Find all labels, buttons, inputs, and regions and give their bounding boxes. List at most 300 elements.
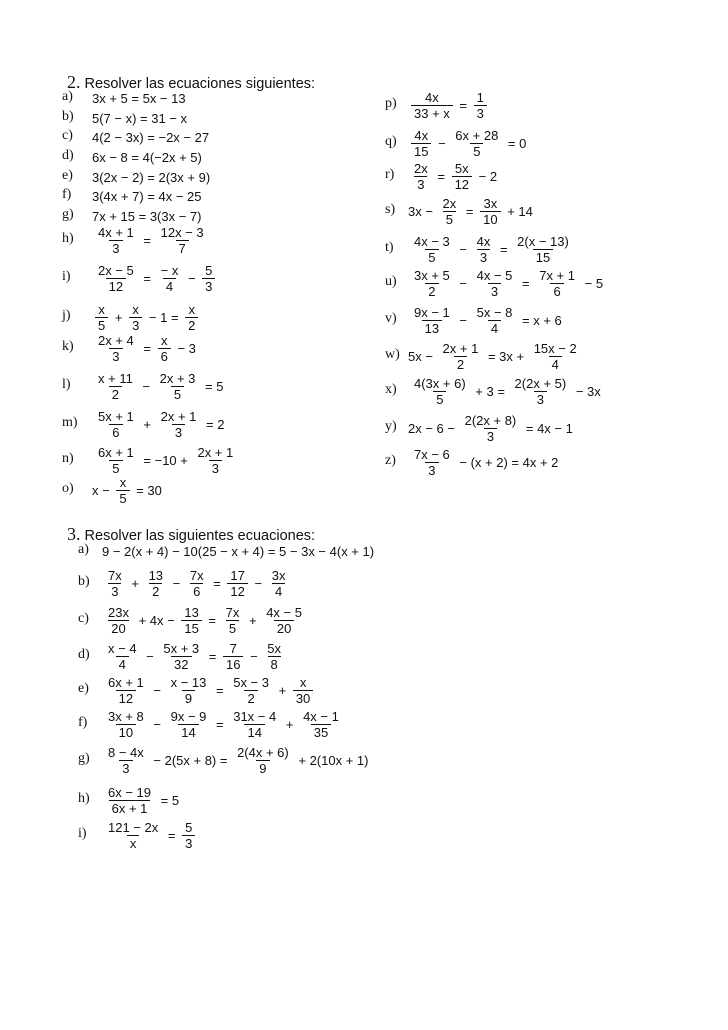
expression-text: = 4x − 1 — [522, 420, 573, 436]
fraction-numerator: 121 − 2x — [108, 819, 159, 835]
fraction-denominator: 3 — [109, 348, 122, 364]
fraction-denominator: 16 — [223, 656, 243, 672]
exercise-label: h) — [62, 231, 74, 246]
exercise-expression — [102, 785, 179, 816]
fraction-numerator: x — [132, 301, 139, 317]
fraction-numerator: 2x + 1 — [442, 340, 479, 356]
exercise-expression — [92, 409, 224, 440]
fraction — [223, 605, 243, 636]
exercise-label: u) — [385, 274, 397, 289]
expression-text: − — [455, 241, 471, 257]
exercise-expression — [102, 544, 374, 559]
fraction-numerator: 13 — [184, 604, 199, 620]
fraction — [95, 302, 108, 333]
fraction-denominator: 5 — [171, 386, 184, 402]
fraction-denominator: 6 — [109, 424, 122, 440]
fraction — [202, 263, 215, 294]
fraction-numerator: 5x — [267, 640, 282, 656]
section-title: Resolver las siguientes ecuaciones: — [84, 528, 316, 544]
fraction — [160, 641, 202, 672]
fraction-numerator: 4x — [425, 89, 439, 105]
fraction — [223, 641, 243, 672]
exercise-label: f) — [78, 715, 88, 730]
exercise-label: j) — [62, 308, 71, 323]
exercise-label: w) — [385, 347, 400, 362]
expression-text: 9 − 2(x + 4) − 10(25 − x + 4) = 5 − 3x − 4(x + 1) — [102, 543, 375, 559]
expression-text: = x + 6 — [518, 312, 562, 328]
expression-text: − 3 — [173, 340, 196, 356]
fraction — [105, 709, 147, 740]
fraction-numerator: 5 — [185, 819, 193, 835]
fraction-denominator: 3 — [534, 391, 547, 407]
fraction — [185, 302, 198, 333]
exercise-expression — [92, 111, 187, 126]
exercise-expression — [92, 170, 210, 185]
fraction-numerator: 8 − 4x — [108, 744, 144, 760]
expression-text: = — [204, 612, 220, 628]
fraction — [158, 225, 207, 256]
exercise-expression — [92, 189, 201, 204]
exercise-expression — [408, 341, 583, 372]
exercise-expression — [408, 161, 497, 192]
expression-text: = — [496, 241, 512, 257]
fraction-denominator: 30 — [293, 690, 313, 706]
fraction-numerator: x − 13 — [170, 674, 207, 690]
expression-text: + — [127, 575, 143, 591]
expression-text: 3(2x − 2) = 2(3x + 9) — [92, 169, 211, 185]
expression-text: + — [282, 716, 298, 732]
exercise-label: r) — [385, 167, 395, 182]
fraction — [105, 641, 140, 672]
fraction-denominator: 2 — [185, 317, 198, 333]
fraction-numerator: 4x − 1 — [303, 708, 339, 724]
exercise-expression — [408, 447, 558, 478]
exercise-expression — [92, 150, 202, 165]
fraction-denominator: 12 — [106, 278, 126, 294]
fraction-denominator: 3 — [488, 283, 501, 299]
fraction-numerator: 2x — [414, 160, 428, 176]
fraction — [168, 709, 210, 740]
fraction-numerator: 2x + 4 — [98, 332, 134, 348]
expression-text: − — [455, 312, 471, 328]
exercise-label: k) — [62, 339, 74, 354]
fraction — [194, 445, 236, 476]
fraction-numerator: 3x — [271, 567, 286, 583]
exercise-expression — [102, 641, 287, 672]
expression-text: = 3x + — [484, 348, 528, 364]
fraction — [293, 675, 313, 706]
fraction-numerator: 6x + 1 — [108, 674, 144, 690]
expression-text: − — [184, 270, 200, 286]
expression-text: + 3 = — [471, 383, 509, 399]
fraction — [95, 225, 137, 256]
fraction-denominator: 12 — [452, 176, 472, 192]
fraction-numerator: 6x + 28 — [455, 127, 499, 143]
exercise-label: z) — [385, 453, 396, 468]
fraction-numerator: 4x − 5 — [476, 267, 513, 283]
fraction-numerator: x — [98, 301, 105, 317]
fraction-numerator: x — [299, 674, 307, 690]
fraction-denominator: 12 — [116, 690, 136, 706]
fraction-numerator: 5 — [205, 262, 213, 278]
expression-text: 4(2 − 3x) = −2x − 27 — [92, 129, 210, 145]
expression-text: = 2 — [202, 416, 225, 432]
expression-text: + — [139, 416, 155, 432]
fraction-denominator: 6x + 1 — [109, 800, 151, 816]
exercise-expression — [102, 745, 368, 776]
fraction — [146, 568, 166, 599]
fraction-numerator: 17 — [230, 567, 245, 583]
exercise-expression — [102, 605, 308, 636]
exercise-label: y) — [385, 419, 397, 434]
fraction-numerator: − x — [160, 262, 179, 278]
expression-text: = — [518, 275, 534, 291]
fraction — [105, 568, 125, 599]
exercise-expression — [102, 675, 316, 706]
exercise-expression — [92, 333, 196, 364]
fraction-denominator: 3 — [129, 317, 142, 333]
fraction-denominator: 15 — [181, 620, 201, 636]
fraction-denominator: 5 — [109, 460, 122, 476]
expression-text: = −10 + — [139, 452, 192, 468]
fraction — [474, 90, 487, 121]
exercise-expression — [92, 475, 162, 506]
exercise-label: h) — [78, 791, 90, 806]
expression-text: = — [209, 575, 225, 591]
expression-text: + 4x − — [134, 612, 179, 628]
fraction — [105, 820, 161, 851]
fraction — [440, 196, 460, 227]
fraction — [411, 128, 431, 159]
expression-text: − — [250, 575, 266, 591]
fraction-denominator: 13 — [422, 320, 442, 336]
fraction-numerator: 7x — [189, 567, 204, 583]
fraction-denominator: 5 — [95, 317, 108, 333]
fraction — [157, 371, 199, 402]
exercise-label: t) — [385, 240, 394, 255]
exercise-label: c) — [78, 611, 89, 626]
exercise-expression — [92, 445, 239, 476]
exercise-expression — [92, 91, 186, 106]
fraction-numerator: x — [119, 474, 127, 490]
fraction-denominator: 5 — [116, 490, 129, 506]
fraction-denominator: 15 — [533, 249, 553, 265]
fraction — [269, 568, 289, 599]
fraction — [474, 234, 494, 265]
fraction-numerator: 5x — [454, 160, 469, 176]
fraction-numerator: x − 4 — [108, 640, 137, 656]
fraction-denominator: 5 — [226, 620, 239, 636]
exercise-label: i) — [78, 826, 87, 841]
expression-text: = — [205, 648, 220, 664]
expression-text: − — [149, 682, 165, 698]
fraction-numerator: 2x — [442, 195, 457, 211]
exercise-expression — [408, 376, 601, 407]
fraction-numerator: 31x − 4 — [233, 708, 277, 724]
fraction-numerator: 6x + 1 — [98, 444, 134, 460]
expression-text: − — [434, 135, 450, 151]
fraction — [512, 376, 570, 407]
expression-text: x − — [92, 482, 114, 498]
fraction — [264, 641, 284, 672]
expression-text: + — [111, 309, 127, 325]
fraction-denominator: 20 — [108, 620, 128, 636]
fraction-numerator: 6x − 19 — [108, 784, 152, 800]
expression-text: 7x + 15 = 3(3x − 7) — [92, 208, 202, 224]
exercise-label: g) — [78, 751, 90, 766]
expression-text: = — [164, 827, 180, 843]
exercise-expression — [408, 234, 575, 265]
fraction — [105, 605, 132, 636]
fraction — [411, 161, 431, 192]
exercise-expression — [102, 709, 345, 740]
fraction-numerator: 4x — [414, 127, 429, 143]
fraction-denominator: 3 — [425, 462, 438, 478]
fraction-denominator: 2 — [109, 386, 122, 402]
fraction — [105, 745, 147, 776]
expression-text: 5(7 − x) = 31 − x — [92, 110, 188, 126]
fraction-denominator: 3 — [484, 428, 497, 444]
fraction-denominator: 4 — [272, 583, 285, 599]
fraction — [230, 675, 272, 706]
exercise-label: e) — [78, 681, 89, 696]
fraction-denominator: 10 — [480, 211, 500, 227]
fraction — [168, 675, 210, 706]
expression-text: 3x + 5 = 5x − 13 — [92, 90, 186, 106]
exercise-label: a) — [78, 542, 89, 557]
fraction-denominator: 6 — [158, 348, 171, 364]
fraction — [411, 376, 469, 407]
expression-text: + — [245, 612, 261, 628]
exercise-expression — [102, 820, 198, 851]
fraction-numerator: x — [188, 301, 196, 317]
fraction-numerator: 5x − 8 — [476, 304, 513, 320]
exercise-label: q) — [385, 134, 397, 149]
fraction-denominator: x — [127, 835, 140, 851]
fraction-numerator: 15x − 2 — [533, 340, 577, 356]
fraction — [95, 333, 137, 364]
fraction — [158, 409, 200, 440]
expression-text: = 5 — [201, 378, 224, 394]
exercise-expression — [408, 305, 562, 336]
fraction-numerator: 2(2x + 8) — [464, 412, 517, 428]
expression-text: 5x − — [408, 348, 437, 364]
expression-text: = — [139, 270, 155, 286]
fraction-denominator: 5 — [425, 249, 438, 265]
expression-text: − — [455, 275, 471, 291]
expression-text: 6x − 8 = 4(−2x + 5) — [92, 149, 202, 165]
fraction-numerator: 3x — [483, 195, 498, 211]
expression-text: − — [246, 648, 262, 664]
fraction-denominator: 3 — [108, 583, 121, 599]
expression-text: = — [212, 682, 228, 698]
exercise-label: d) — [78, 647, 90, 662]
expression-text: = 0 — [504, 135, 527, 151]
exercise-label: b) — [78, 574, 90, 589]
exercise-expression — [408, 128, 526, 159]
fraction — [95, 263, 137, 294]
fraction — [514, 234, 572, 265]
expression-text: − 2(5x + 8) = — [149, 752, 232, 768]
fraction-denominator: 9 — [182, 690, 195, 706]
exercise-expression — [92, 209, 201, 224]
fraction-numerator: 3x + 8 — [108, 708, 144, 724]
fraction — [95, 445, 137, 476]
fraction-numerator: 1 — [476, 89, 484, 105]
exercise-expression — [92, 130, 209, 145]
exercise-label: a) — [62, 89, 73, 104]
fraction — [411, 305, 453, 336]
expression-text: − 1 = — [145, 309, 183, 325]
fraction-denominator: 9 — [256, 760, 269, 776]
fraction-numerator: 23x — [108, 604, 129, 620]
expression-text: + 2(10x + 1) — [294, 752, 369, 768]
section-number: 2. — [67, 72, 81, 92]
fraction-numerator: 7x − 6 — [414, 446, 450, 462]
fraction-denominator: 4 — [116, 656, 129, 672]
expression-text: − — [142, 648, 158, 664]
expression-text: = — [139, 232, 155, 248]
fraction-denominator: 3 — [477, 249, 490, 265]
fraction — [95, 409, 137, 440]
fraction-denominator: 6 — [550, 283, 563, 299]
exercise-label: i) — [62, 269, 71, 284]
expression-text: = — [139, 340, 155, 356]
expression-text: − — [149, 716, 165, 732]
fraction-denominator: 20 — [274, 620, 294, 636]
expression-text: 3x − — [408, 203, 437, 219]
expression-text: + — [275, 682, 290, 698]
exercise-expression — [408, 268, 603, 299]
fraction-numerator: 5x + 1 — [98, 408, 134, 424]
fraction-numerator: 4(3x + 6) — [414, 375, 466, 391]
exercise-expression — [92, 302, 201, 333]
exercise-label: o) — [62, 481, 74, 496]
fraction — [181, 605, 201, 636]
exercise-label: d) — [62, 148, 74, 163]
fraction — [187, 568, 207, 599]
fraction-denominator: 5 — [470, 143, 483, 159]
exercise-expression — [408, 196, 533, 227]
fraction-denominator: 3 — [202, 278, 215, 294]
fraction-numerator: 2(x − 13) — [517, 233, 569, 249]
expression-text: = — [455, 97, 471, 113]
fraction-numerator: 7x — [225, 604, 240, 620]
fraction-numerator: 4x − 5 — [266, 604, 302, 620]
fraction-denominator: 33 + x — [411, 105, 453, 121]
exercise-label: n) — [62, 451, 74, 466]
fraction — [95, 371, 136, 402]
fraction-numerator: 2x + 3 — [159, 370, 196, 386]
expression-text: − 5 — [581, 275, 604, 291]
fraction-denominator: 3 — [109, 240, 122, 256]
exercise-expression — [408, 413, 573, 444]
fraction — [411, 90, 453, 121]
fraction-numerator: 12x − 3 — [160, 224, 204, 240]
fraction — [300, 709, 342, 740]
fraction — [411, 447, 453, 478]
exercise-expression — [102, 568, 291, 599]
fraction-denominator: 8 — [268, 656, 281, 672]
fraction-numerator: 2x + 1 — [197, 444, 234, 460]
fraction-denominator: 3 — [119, 760, 132, 776]
fraction-denominator: 2 — [425, 283, 438, 299]
fraction — [411, 234, 453, 265]
section-number: 3. — [67, 524, 81, 544]
fraction — [158, 263, 182, 294]
fraction — [474, 305, 516, 336]
fraction-denominator: 2 — [454, 356, 467, 372]
expression-text: − (x + 2) = 4x + 2 — [455, 454, 559, 470]
fraction-numerator: 9x − 9 — [170, 708, 207, 724]
fraction — [230, 709, 279, 740]
fraction-numerator: 5x − 3 — [233, 674, 269, 690]
fraction-numerator: 13 — [148, 567, 164, 583]
fraction — [440, 341, 482, 372]
fraction-denominator: 5 — [433, 391, 446, 407]
fraction-numerator: 4x — [476, 233, 491, 249]
fraction-denominator: 4 — [163, 278, 176, 294]
fraction — [234, 745, 292, 776]
fraction-numerator: 2(2x + 5) — [514, 375, 567, 391]
fraction-numerator: 5x + 3 — [163, 640, 200, 656]
fraction-numerator: 7x — [108, 567, 122, 583]
fraction — [480, 196, 500, 227]
exercise-label: b) — [62, 109, 74, 124]
fraction-denominator: 15 — [411, 143, 431, 159]
expression-text: − — [169, 575, 184, 591]
exercise-expression — [92, 225, 210, 256]
expression-text: − 2 — [475, 168, 498, 184]
expression-text: 2x − 6 − — [408, 420, 459, 436]
fraction — [531, 341, 580, 372]
fraction-numerator: 2(4x + 6) — [237, 744, 289, 760]
fraction-denominator: 32 — [171, 656, 191, 672]
section-3-header — [67, 524, 315, 545]
expression-text: + 14 — [503, 203, 533, 219]
fraction-denominator: 3 — [414, 176, 427, 192]
fraction — [105, 675, 147, 706]
exercise-label: e) — [62, 168, 73, 183]
exercise-expression — [408, 90, 490, 121]
fraction — [462, 413, 520, 444]
fraction — [116, 475, 129, 506]
expression-text: − 3x — [572, 383, 601, 399]
exercise-label: s) — [385, 202, 396, 217]
fraction-numerator: 2x − 5 — [98, 262, 134, 278]
expression-text: = 5 — [157, 792, 180, 808]
exercise-label: v) — [385, 311, 397, 326]
fraction-denominator: 10 — [116, 724, 136, 740]
expression-text: = 30 — [132, 482, 162, 498]
fraction — [411, 268, 453, 299]
fraction-denominator: 6 — [190, 583, 203, 599]
fraction-denominator: 14 — [244, 724, 264, 740]
exercise-expression — [92, 263, 218, 294]
exercise-label: p) — [385, 96, 397, 111]
fraction-denominator: 14 — [178, 724, 198, 740]
fraction-numerator: 2x + 1 — [160, 408, 197, 424]
fraction-numerator: 3x + 5 — [414, 267, 450, 283]
fraction — [129, 302, 142, 333]
fraction-numerator: 7 — [229, 640, 237, 656]
fraction-numerator: 9x − 1 — [414, 304, 450, 320]
exercise-expression — [92, 371, 223, 402]
fraction-numerator: 4x − 3 — [414, 233, 450, 249]
exercise-label: m) — [62, 415, 78, 430]
fraction-denominator: 3 — [182, 835, 195, 851]
fraction-numerator: 4x + 1 — [98, 224, 134, 240]
